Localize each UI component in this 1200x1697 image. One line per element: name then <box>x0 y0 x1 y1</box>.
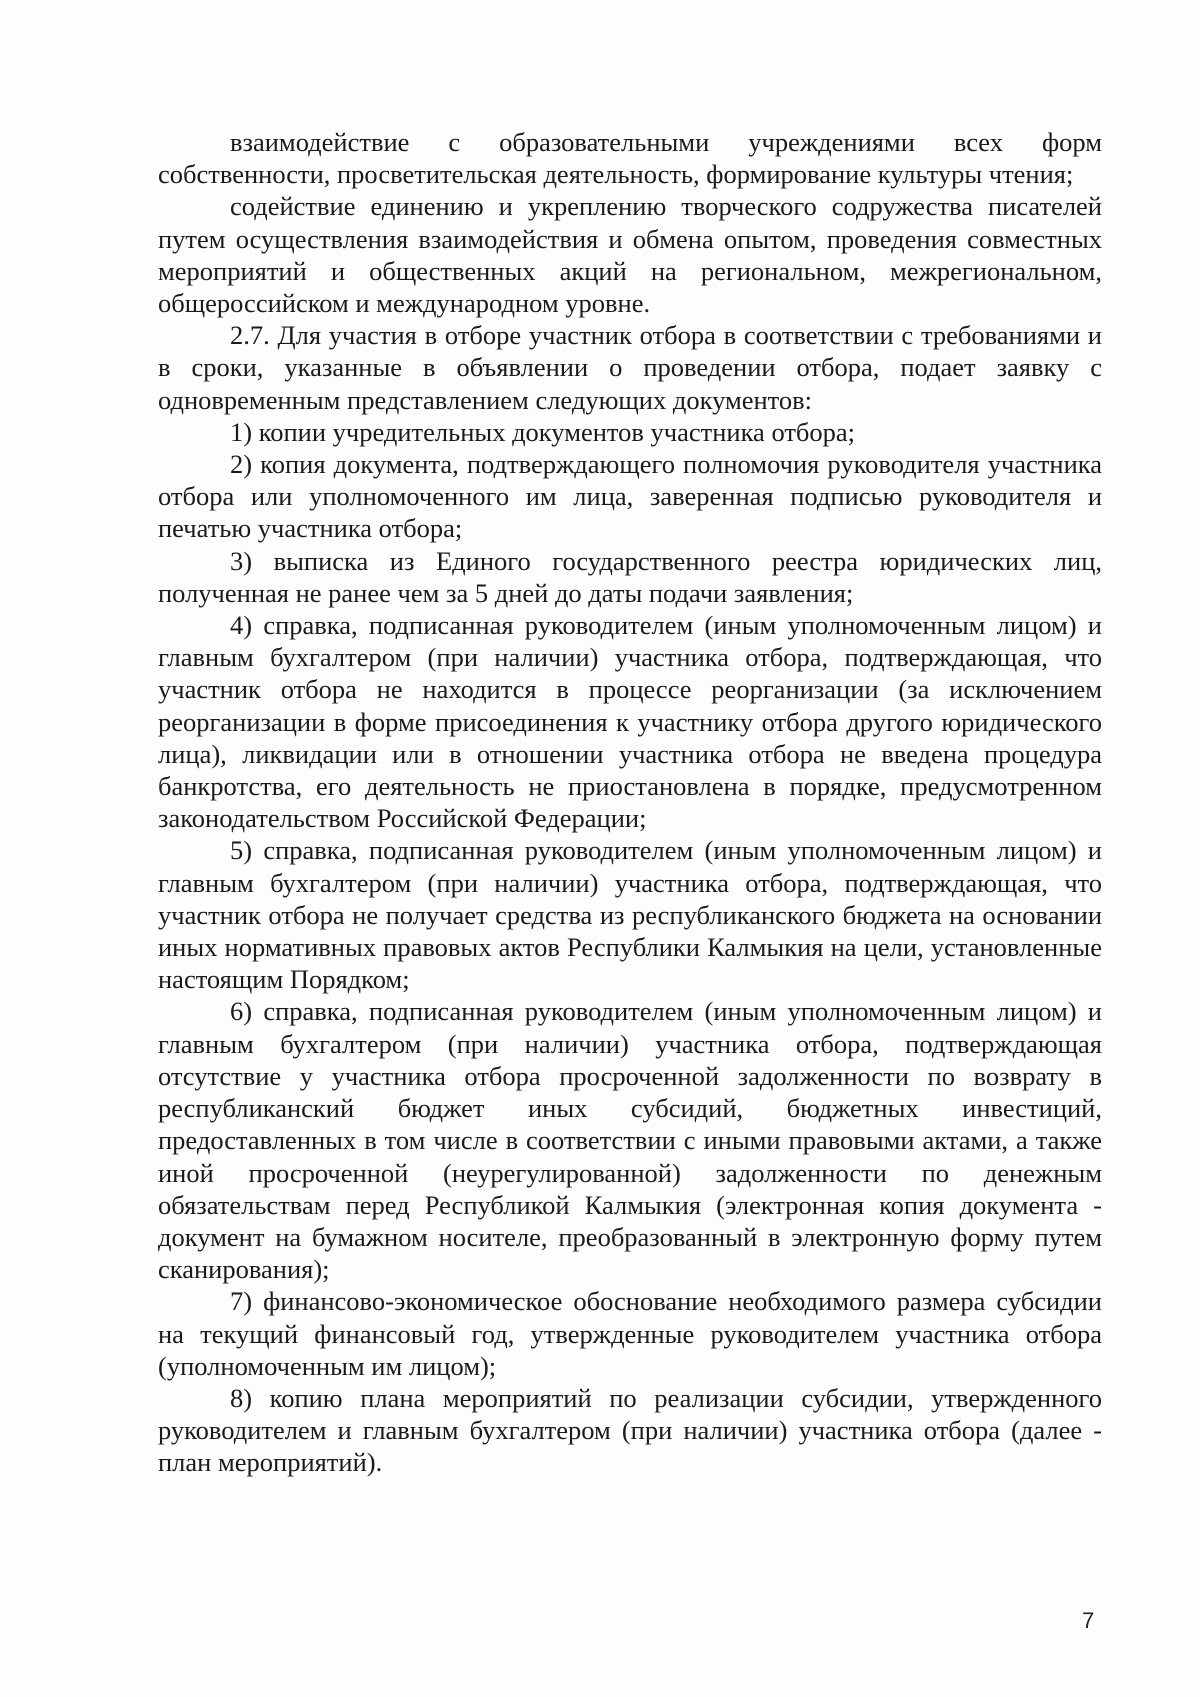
list-item-4: 4) справка, подписанная руководителем (иным уполномоченным лицом) и главным бухгалтером (при наличии) участника отбора, подтверждающая, что участник отбора не находится в процессе реорганизации (за исключением реорганизации в форме присоединения к участнику отбора другого юридического лица), ликвидации или в отношении участника отбора не введена процедура банкротства, его деятельность не приостановлена в порядке, предусмотренном законодательством Российской Федерации; <box>158 610 1102 834</box>
list-item-3: 3) выписка из Единого государственного реестра юридических лиц, полученная не ранее чем за 5 дней до даты подачи заявления; <box>158 545 1102 608</box>
paragraph-writers-community: содействие единению и укреплению творческого содружества писателей путем осуществления взаимодействия и обмена опытом, проведения совместных мероприятий и общественных акций на региональном, межрегиональном, общероссийском и международном уровне. <box>158 191 1102 319</box>
page-number: 7 <box>1082 1608 1095 1633</box>
list-item-6: 6) справка, подписанная руководителем (иным уполномоченным лицом) и главным бухгалтером (при наличии) участника отбора, подтверждающая отсутствие у участника отбора просроченной задолженности по возврату в республиканский бюджет иных субсидий, бюджетных инвестиций, предоставленных в том числе в соответствии с иными правовыми актами, а также иной просроченной (неурегулированной) задолженности по денежным обязательствам перед Республикой Калмыкия (электронная копия документа - документ на бумажном носителе, преобразованный в электронную форму путем сканирования); <box>158 996 1102 1285</box>
paragraph-education-cooperation: взаимодействие с образовательными учреждениями всех форм собственности, просветительская деятельность, формирование культуры чтения; <box>158 127 1102 190</box>
list-item-1: 1) копии учредительных документов участника отбора; <box>230 416 856 447</box>
paragraph-2-7: 2.7. Для участия в отборе участник отбора в соответствии с требованиями и в сроки, указанные в объявлении о проведении отбора, подает заявку с одновременным представлением следующих документов: <box>158 320 1102 415</box>
list-item-2: 2) копия документа, подтверждающего полномочия руководителя участника отбора или уполномоченного им лица, заверенная подписью руководителя и печатью участника отбора; <box>158 449 1102 544</box>
list-item-5: 5) справка, подписанная руководителем (иным уполномоченным лицом) и главным бухгалтером (при наличии) участника отбора, подтверждающая, что участник отбора не получает средства из республиканского бюджета на основании иных нормативных правовых актов Республики Калмыкия на цели, установленные настоящим Порядком; <box>158 835 1102 995</box>
document-body <box>158 126 1102 1479</box>
list-item-7: 7) финансово-экономическое обоснование необходимого размера субсидии на текущий финансовый год, утвержденные руководителем участника отбора (уполномоченным им лицом); <box>158 1286 1102 1381</box>
list-item-8: 8) копию плана мероприятий по реализации субсидии, утвержденного руководителем и главным бухгалтером (при наличии) участника отбора (далее - план мероприятий). <box>158 1382 1102 1478</box>
